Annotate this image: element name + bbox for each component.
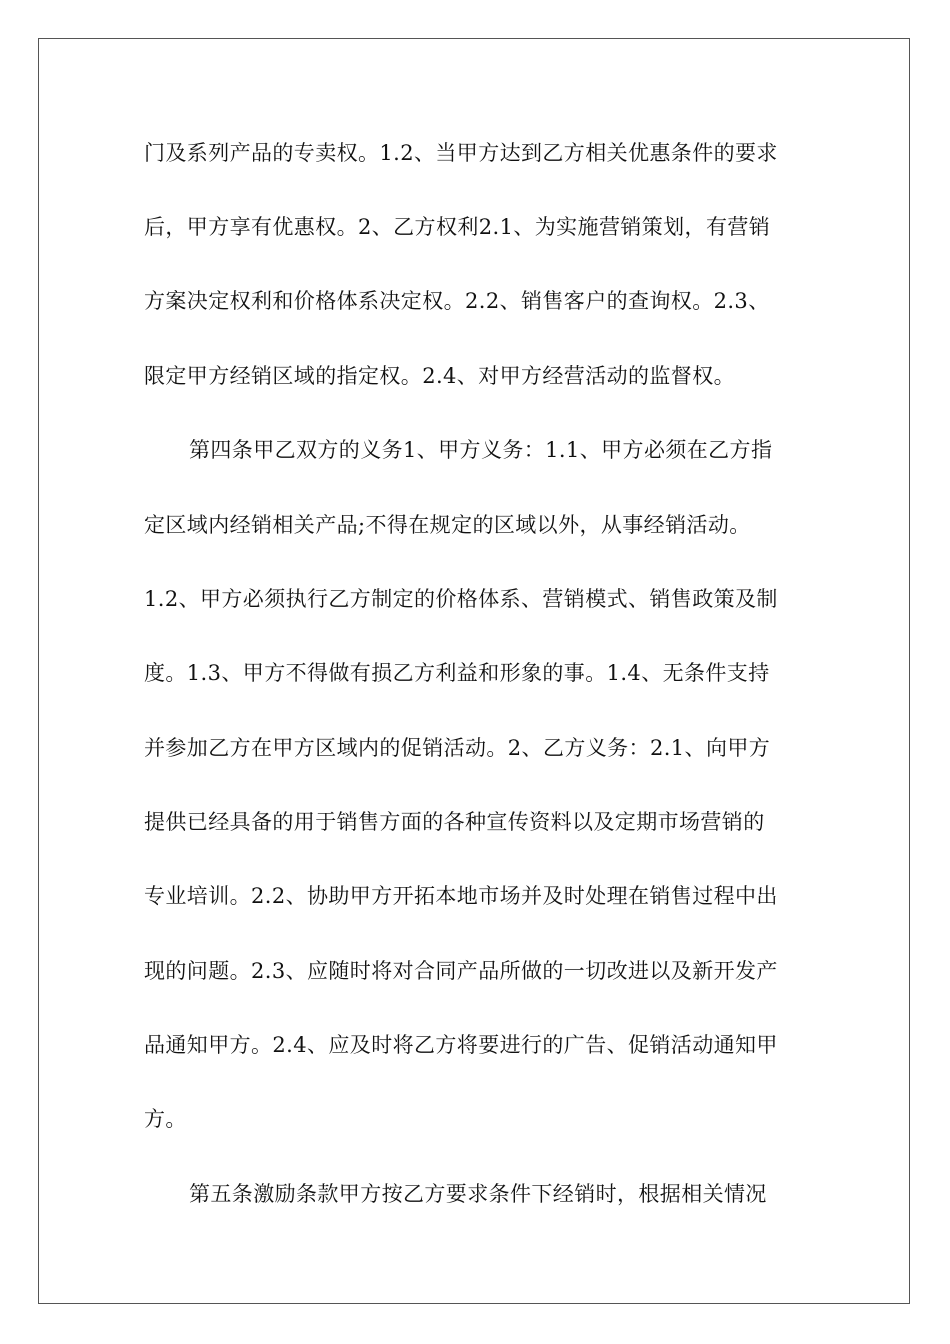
text-line-4: 限定甲方经销区域的指定权。2.4、对甲方经营活动的监督权。: [144, 364, 735, 388]
text-line-9: 并参加乙方在甲方区域内的促销活动。2、乙方义务：2.1、向甲方: [144, 736, 771, 760]
paragraph-article-5-first-line: 第五条激励条款甲方按乙方要求条件下经销时，根据相关情况: [189, 1182, 767, 1206]
text-line-11: 专业培训。2.2、协助甲方开拓本地市场并及时处理在销售过程中出: [144, 884, 778, 908]
text-line-14: 方。: [144, 1107, 187, 1131]
text-line-6: 定区域内经销相关产品;不得在规定的区域以外，从事经销活动。: [144, 513, 751, 537]
paragraph-article-4-first-line: 第四条甲乙双方的义务1、甲方义务：1.1、甲方必须在乙方指: [189, 438, 773, 462]
text-line-1: 门及系列产品的专卖权。1.2、当甲方达到乙方相关优惠条件的要求: [144, 141, 778, 165]
text-line-13: 品通知甲方。2.4、应及时将乙方将要进行的广告、促销活动通知甲: [144, 1033, 778, 1057]
text-line-10: 提供已经具备的用于销售方面的各种宣传资料以及定期市场营销的: [144, 810, 765, 834]
text-line-12: 现的问题。2.3、应随时将对合同产品所做的一切改进以及新开发产: [144, 959, 778, 983]
text-line-3: 方案决定权利和价格体系决定权。2.2、销售客户的查询权。2.3、: [144, 289, 770, 313]
text-line-2: 后，甲方享有优惠权。2、乙方权利2.1、为实施营销策划，有营销: [144, 215, 771, 239]
text-line-8: 度。1.3、甲方不得做有损乙方利益和形象的事。1.4、无条件支持: [144, 661, 770, 685]
text-line-7: 1.2、甲方必须执行乙方制定的价格体系、营销模式、销售政策及制: [144, 587, 778, 611]
